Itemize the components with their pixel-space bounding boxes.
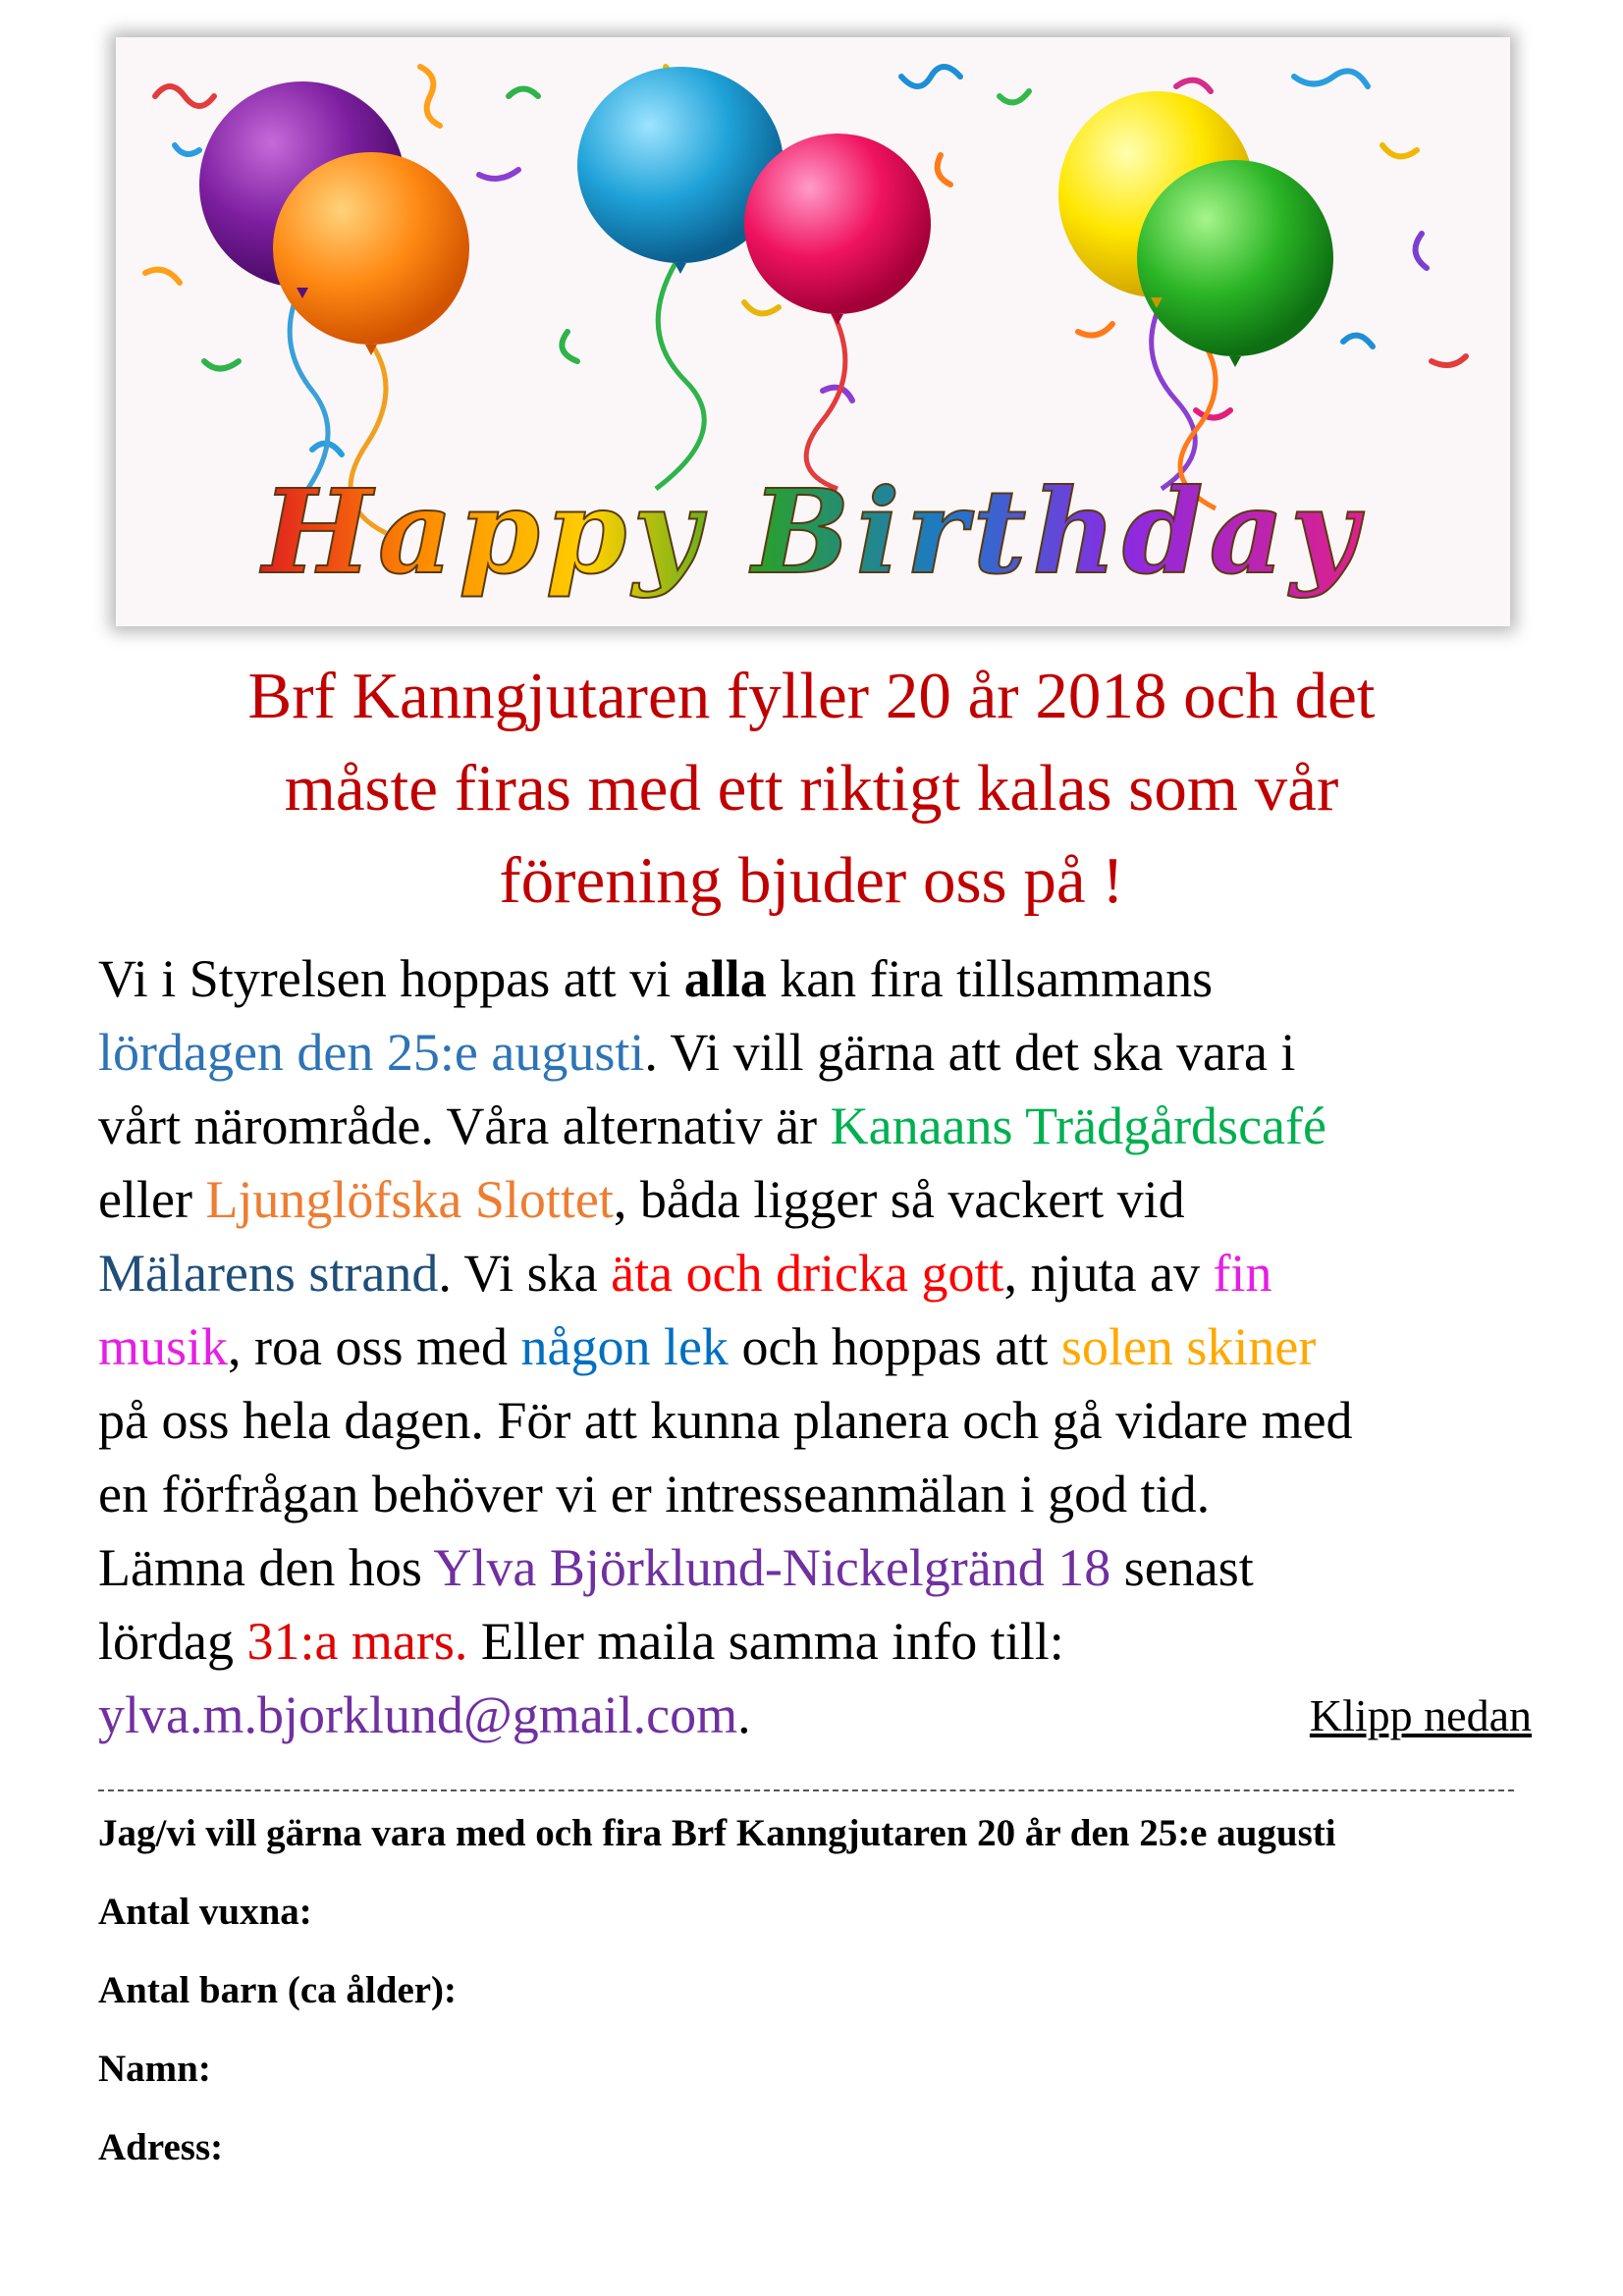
text-segment: , njuta av bbox=[1003, 1244, 1214, 1303]
text-segment: senast bbox=[1110, 1538, 1254, 1597]
paragraph-line bbox=[98, 1458, 1532, 1531]
text-segment: Vi i Styrelsen hoppas att vi bbox=[98, 949, 684, 1008]
sun-text: solen skiner bbox=[1060, 1317, 1317, 1376]
text-segment: . Vi ska bbox=[438, 1244, 612, 1303]
text-segment: en förfrågan behöver vi er intresseanmälan i god tid. bbox=[98, 1465, 1211, 1523]
game-text: någon lek bbox=[520, 1317, 729, 1376]
venue-castle: Ljunglöfska Slottet bbox=[205, 1170, 614, 1229]
headline-line-3: förening bjuder oss på ! bbox=[499, 844, 1124, 917]
paragraph-line bbox=[98, 1016, 1532, 1090]
paragraph-line bbox=[98, 1531, 1532, 1605]
headline-line-1: Brf Kanngjutaren fyller 20 år 2018 och det bbox=[247, 660, 1376, 732]
paragraph-line bbox=[98, 942, 1532, 1016]
paragraph-line bbox=[98, 1605, 1532, 1679]
paragraph-line bbox=[98, 1237, 1532, 1310]
contact-address: Ylva Björklund-Nickelgränd 18 bbox=[433, 1538, 1111, 1597]
text-segment: . Vi vill gärna att det ska vara i bbox=[644, 1023, 1296, 1082]
text-segment: och hoppas att bbox=[728, 1317, 1061, 1376]
name-field-label: Namn: bbox=[98, 2048, 211, 2090]
orange-balloon bbox=[273, 152, 469, 345]
pink-balloon bbox=[744, 133, 931, 314]
cut-here-label: Klipp nedan bbox=[1309, 1690, 1532, 1740]
adults-field-label: Antal vuxna: bbox=[98, 1891, 312, 1933]
music-text: fin bbox=[1213, 1244, 1272, 1303]
children-field-label: Antal barn (ca ålder): bbox=[98, 1969, 458, 2011]
text-segment: vårt närområde. Våra alternativ är bbox=[98, 1096, 831, 1155]
food-text: äta och dricka gott bbox=[611, 1244, 1004, 1303]
music-text: musik bbox=[98, 1317, 229, 1376]
contact-email[interactable]: ylva.m.bjorklund@gmail.com bbox=[98, 1685, 738, 1744]
text-segment: Lämna den hos bbox=[98, 1538, 434, 1597]
party-date: lördagen den 25:e augusti bbox=[98, 1023, 645, 1082]
venue-cafe: Kanaans Trädgårdscafé bbox=[830, 1096, 1326, 1155]
text-segment: eller bbox=[98, 1170, 206, 1229]
headline bbox=[98, 650, 1525, 927]
text-segment: , båda ligger så vackert vid bbox=[613, 1170, 1185, 1229]
address-field-label: Adress: bbox=[98, 2126, 224, 2168]
text-segment: , roa oss med bbox=[228, 1317, 521, 1376]
green-balloon bbox=[1137, 160, 1333, 356]
text-segment: kan fira tillsammans bbox=[766, 949, 1214, 1008]
happy-birthday-banner bbox=[116, 37, 1510, 626]
paragraph-line bbox=[98, 1090, 1532, 1163]
text-segment: lördag bbox=[98, 1612, 247, 1671]
emphasis-all: alla bbox=[683, 949, 767, 1008]
invitation-paragraph bbox=[98, 942, 1532, 1752]
text-segment: . bbox=[737, 1685, 751, 1744]
cut-line bbox=[98, 1789, 1514, 1791]
paragraph-line bbox=[98, 1310, 1532, 1384]
headline-line-2: måste firas med ett riktigt kalas som vår bbox=[284, 752, 1339, 825]
form-intro: Jag/vi vill gärna vara med och fira Brf Kanngjutaren 20 år den 25:e augusti bbox=[98, 1812, 1336, 1854]
paragraph-line bbox=[98, 1679, 1532, 1752]
text-segment: på oss hela dagen. För att kunna planera och gå vidare med bbox=[98, 1391, 1353, 1450]
text-segment: Eller maila samma info till: bbox=[467, 1612, 1064, 1671]
balloons-illustration bbox=[116, 37, 1510, 626]
deadline-date: 31:a mars. bbox=[246, 1612, 468, 1671]
paragraph-line bbox=[98, 1384, 1532, 1458]
paragraph-line bbox=[98, 1163, 1532, 1237]
happy-birthday-text: Happy Birthday bbox=[262, 463, 1364, 600]
lake-shore: Mälarens strand bbox=[98, 1244, 439, 1303]
